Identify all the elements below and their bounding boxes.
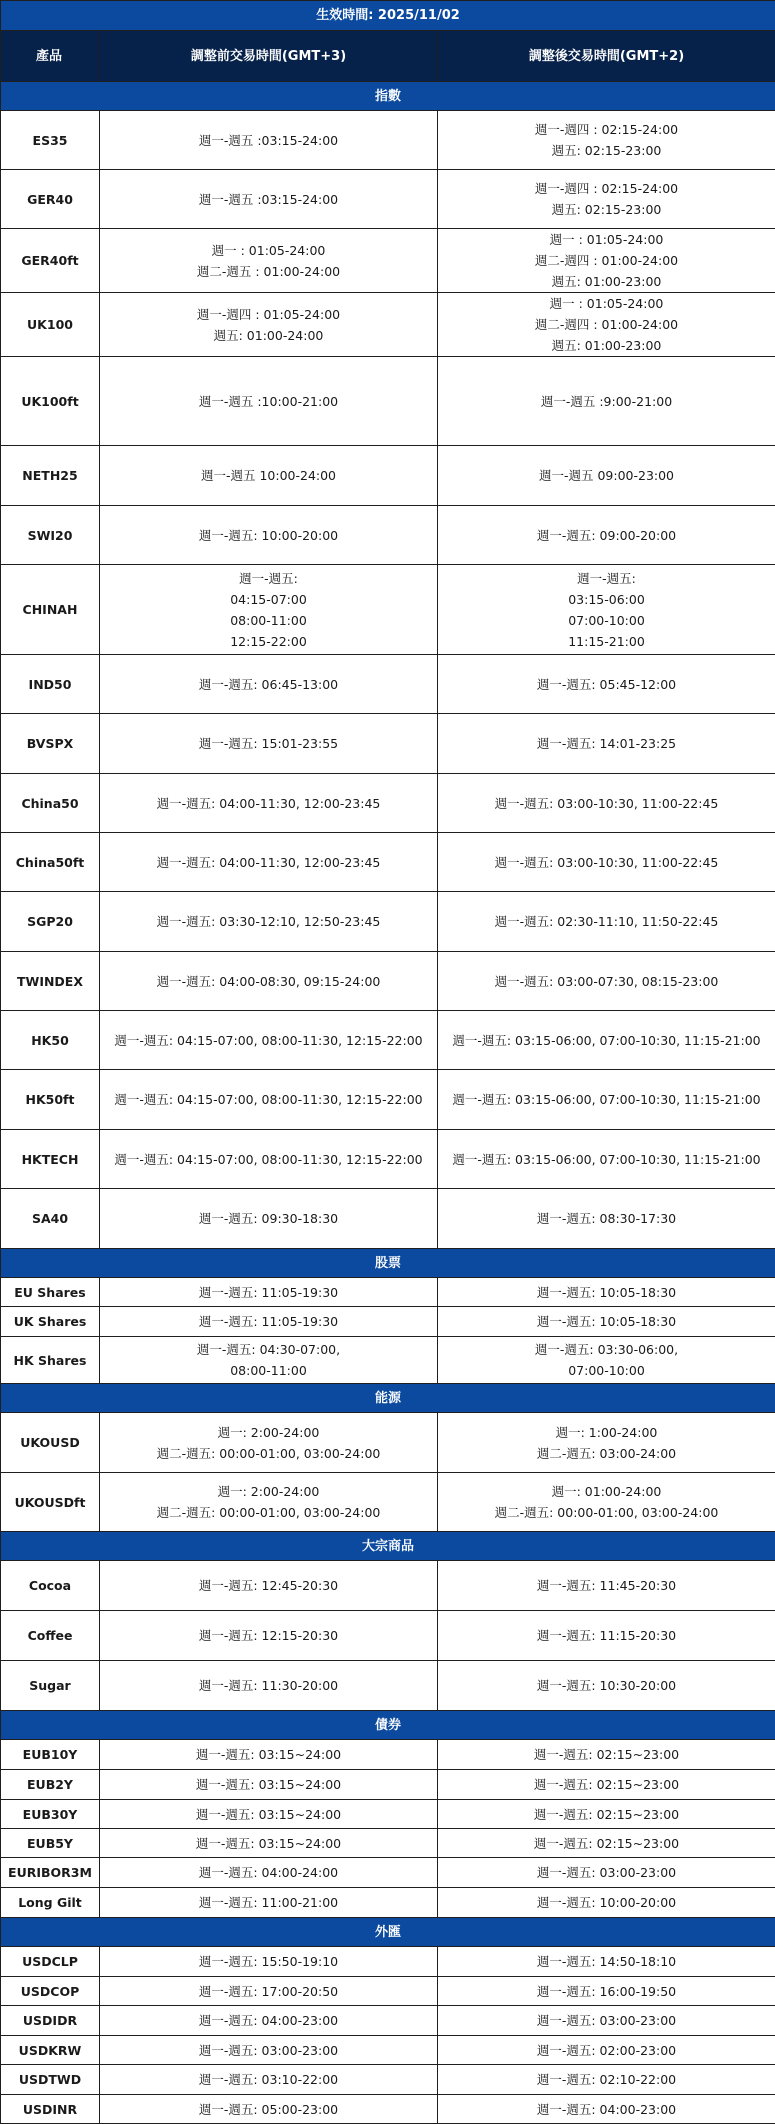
product-name: HK50ft xyxy=(1,1070,100,1130)
hours-after-cell xyxy=(438,1473,775,1532)
table-row xyxy=(1,1947,775,1977)
product-name: ES35 xyxy=(1,111,100,170)
hours-line: 週一-週五 10:00-24:00 xyxy=(102,465,435,486)
hours-line: 08:00-11:00 xyxy=(102,610,435,631)
product-name: BVSPX xyxy=(1,714,100,774)
product-name: UK100ft xyxy=(1,357,100,446)
table-row xyxy=(1,1307,775,1337)
product-name: China50ft xyxy=(1,833,100,892)
product-name: China50 xyxy=(1,774,100,833)
hours-before-cell xyxy=(100,714,438,774)
column-header-row xyxy=(1,31,775,82)
table-row xyxy=(1,111,775,170)
table-row xyxy=(1,1740,775,1770)
hours-before-cell xyxy=(100,1011,438,1070)
product-name: USDCOP xyxy=(1,1977,100,2006)
table-row xyxy=(1,1561,775,1611)
hours-before-cell xyxy=(100,1189,438,1249)
hours-line: 週一 : 01:05-24:00 xyxy=(102,240,435,261)
hours-line: 04:15-07:00 xyxy=(102,589,435,610)
hours-line: 週一-週五: 04:00-11:30, 12:00-23:45 xyxy=(102,852,435,873)
product-name: CHINAH xyxy=(1,565,100,655)
product-name: USDCLP xyxy=(1,1947,100,1977)
hours-before-cell xyxy=(100,1561,438,1611)
hours-line: 週一-週五 :9:00-21:00 xyxy=(440,391,773,412)
hours-line: 週一-週五: 10:00-20:00 xyxy=(102,525,435,546)
hours-line: 週一-週五: 03:15~24:00 xyxy=(102,1833,435,1854)
product-name: HK50 xyxy=(1,1011,100,1070)
hours-line: 週一-週五: 14:01-23:25 xyxy=(440,733,773,754)
hours-after-cell xyxy=(438,774,775,833)
hours-line: 週一-週五: 03:00-23:00 xyxy=(102,2040,435,2061)
product-name: EU Shares xyxy=(1,1278,100,1307)
hours-line: 週一-週五: 03:15-06:00, 07:00-10:30, 11:15-21:00 xyxy=(440,1030,773,1051)
hours-line: 週一-週五 09:00-23:00 xyxy=(440,465,773,486)
hours-line: 週一-週五: 02:15~23:00 xyxy=(440,1804,773,1825)
hours-before-cell xyxy=(100,1278,438,1307)
hours-line: 週一-週五: 03:15~24:00 xyxy=(102,1774,435,1795)
hours-line: 週一-週五: 04:00-08:30, 09:15-24:00 xyxy=(102,971,435,992)
hours-line: 週一-週五: 15:50-19:10 xyxy=(102,1951,435,1972)
hours-before-cell xyxy=(100,565,438,655)
product-name: HK Shares xyxy=(1,1337,100,1384)
hours-line: 週一-週五: 02:15~23:00 xyxy=(440,1744,773,1765)
hours-after-cell xyxy=(438,1413,775,1473)
table-row xyxy=(1,229,775,293)
product-name: SA40 xyxy=(1,1189,100,1249)
hours-after-cell xyxy=(438,2065,775,2095)
hours-line: 週二-週五: 00:00-01:00, 03:00-24:00 xyxy=(102,1443,435,1464)
hours-line: 週一-週五: 10:05-18:30 xyxy=(440,1311,773,1332)
effective-date-label: 生效時間: 2025/11/02 xyxy=(1,1,775,31)
hours-line: 週一-週五: 12:45-20:30 xyxy=(102,1575,435,1596)
hours-line: 週一-週五: 03:15-06:00, 07:00-10:30, 11:15-21:00 xyxy=(440,1149,773,1170)
hours-line: 週五: 01:00-23:00 xyxy=(440,271,773,292)
hours-line: 週一-週五: 03:00-23:00 xyxy=(440,2010,773,2031)
hours-line: 07:00-10:00 xyxy=(440,1360,773,1381)
hours-before-cell xyxy=(100,1947,438,1977)
hours-after-cell xyxy=(438,1770,775,1800)
hours-line: 週五: 01:00-24:00 xyxy=(102,325,435,346)
hours-before-cell xyxy=(100,2036,438,2065)
table-row xyxy=(1,774,775,833)
hours-before-cell xyxy=(100,1611,438,1661)
table-row xyxy=(1,1070,775,1130)
hours-before-cell xyxy=(100,293,438,357)
table-row xyxy=(1,2036,775,2065)
hours-line: 週一-週四 : 02:15-24:00 xyxy=(440,119,773,140)
table-row xyxy=(1,2095,775,2124)
hours-line: 週一 : 01:05-24:00 xyxy=(440,229,773,250)
hours-line: 週一-週五: 11:05-19:30 xyxy=(102,1282,435,1303)
hours-line: 週一-週五: 04:00-24:00 xyxy=(102,1862,435,1883)
hours-line: 週一-週五: 12:15-20:30 xyxy=(102,1625,435,1646)
section-title: 能源 xyxy=(1,1384,775,1413)
hours-line: 03:15-06:00 xyxy=(440,589,773,610)
hours-line: 週一-週五: 11:15-20:30 xyxy=(440,1625,773,1646)
hours-line: 週一-週五: 04:00-23:00 xyxy=(102,2010,435,2031)
table-row xyxy=(1,655,775,714)
table-row xyxy=(1,293,775,357)
hours-before-cell xyxy=(100,1977,438,2006)
product-name: UK100 xyxy=(1,293,100,357)
section-header-row xyxy=(1,82,775,111)
hours-line: 週一-週五: 10:00-20:00 xyxy=(440,1892,773,1913)
hours-after-cell xyxy=(438,1611,775,1661)
hours-before-cell xyxy=(100,1888,438,1918)
hours-line: 週五: 02:15-23:00 xyxy=(440,199,773,220)
hours-after-cell xyxy=(438,1888,775,1918)
product-name: TWINDEX xyxy=(1,952,100,1011)
section-header-row xyxy=(1,1384,775,1413)
table-row xyxy=(1,1770,775,1800)
hours-before-cell xyxy=(100,1337,438,1384)
hours-line: 週一-週五: 11:05-19:30 xyxy=(102,1311,435,1332)
hours-after-cell xyxy=(438,170,775,229)
table-row xyxy=(1,506,775,565)
hours-line: 週一-週五: 02:10-22:00 xyxy=(440,2069,773,2090)
section-title: 債券 xyxy=(1,1711,775,1740)
hours-line: 週一-週五: 03:30-12:10, 12:50-23:45 xyxy=(102,911,435,932)
product-name: Cocoa xyxy=(1,1561,100,1611)
hours-before-cell xyxy=(100,1800,438,1829)
product-name: HKTECH xyxy=(1,1130,100,1189)
product-name: EUB2Y xyxy=(1,1770,100,1800)
hours-after-cell xyxy=(438,833,775,892)
product-name: NETH25 xyxy=(1,446,100,506)
hours-after-cell xyxy=(438,2006,775,2036)
hours-line: 週一-週五: 03:10-22:00 xyxy=(102,2069,435,2090)
hours-line: 週一-週五: 04:15-07:00, 08:00-11:30, 12:15-22:00 xyxy=(102,1089,435,1110)
product-name: SGP20 xyxy=(1,892,100,952)
hours-line: 週二-週五: 03:00-24:00 xyxy=(440,1443,773,1464)
hours-line: 週二-週五 : 01:00-24:00 xyxy=(102,261,435,282)
table-row xyxy=(1,1337,775,1384)
hours-after-cell xyxy=(438,1829,775,1858)
hours-line: 週一-週五: 15:01-23:55 xyxy=(102,733,435,754)
hours-after-cell xyxy=(438,714,775,774)
hours-line: 週一: 2:00-24:00 xyxy=(102,1481,435,1502)
hours-after-cell xyxy=(438,655,775,714)
hours-line: 11:15-21:00 xyxy=(440,631,773,652)
table-row xyxy=(1,1413,775,1473)
section-title: 大宗商品 xyxy=(1,1532,775,1561)
hours-line: 週一-週五: 02:30-11:10, 11:50-22:45 xyxy=(440,911,773,932)
table-row xyxy=(1,1611,775,1661)
hours-line: 週五: 02:15-23:00 xyxy=(440,140,773,161)
hours-before-cell xyxy=(100,1858,438,1888)
hours-after-cell xyxy=(438,565,775,655)
hours-line: 週一-週五: 14:50-18:10 xyxy=(440,1951,773,1972)
product-name: USDINR xyxy=(1,2095,100,2124)
hours-line: 週一: 1:00-24:00 xyxy=(440,1422,773,1443)
product-name: UKOUSD xyxy=(1,1413,100,1473)
hours-before-cell xyxy=(100,774,438,833)
hours-after-cell xyxy=(438,229,775,293)
hours-before-cell xyxy=(100,357,438,446)
hours-after-cell xyxy=(438,1278,775,1307)
hours-after-cell xyxy=(438,1070,775,1130)
table-row xyxy=(1,1011,775,1070)
hours-line: 週一-週五: 02:15~23:00 xyxy=(440,1833,773,1854)
product-name: SWI20 xyxy=(1,506,100,565)
hours-after-cell xyxy=(438,1130,775,1189)
hours-line: 週一: 01:00-24:00 xyxy=(440,1481,773,1502)
hours-line: 週一-週五: 03:00-10:30, 11:00-22:45 xyxy=(440,793,773,814)
product-name: Long Gilt xyxy=(1,1888,100,1918)
table-row xyxy=(1,1278,775,1307)
hours-after-cell xyxy=(438,1011,775,1070)
column-header-after: 調整後交易時間(GMT+2) xyxy=(438,31,775,82)
hours-line: 週一-週五 :10:00-21:00 xyxy=(102,391,435,412)
hours-line: 週一-週四 : 02:15-24:00 xyxy=(440,178,773,199)
hours-after-cell xyxy=(438,111,775,170)
hours-after-cell xyxy=(438,1661,775,1711)
table-body xyxy=(1,82,775,2124)
column-header-product: 產品 xyxy=(1,31,100,82)
table-row xyxy=(1,1661,775,1711)
table-row xyxy=(1,833,775,892)
section-title: 外匯 xyxy=(1,1918,775,1947)
hours-line: 週一-週五: 03:15~24:00 xyxy=(102,1804,435,1825)
section-header-row xyxy=(1,1711,775,1740)
hours-line: 週一-週五: 05:45-12:00 xyxy=(440,674,773,695)
hours-after-cell xyxy=(438,1977,775,2006)
table-row xyxy=(1,1189,775,1249)
hours-line: 07:00-10:00 xyxy=(440,610,773,631)
table-row xyxy=(1,1888,775,1918)
section-header-row xyxy=(1,1249,775,1278)
hours-line: 週五: 01:00-23:00 xyxy=(440,335,773,356)
hours-line: 週一-週五 :03:15-24:00 xyxy=(102,189,435,210)
hours-after-cell xyxy=(438,1337,775,1384)
hours-line: 週一-週五: 10:30-20:00 xyxy=(440,1675,773,1696)
hours-before-cell xyxy=(100,1740,438,1770)
hours-line: 週一-週五: 09:30-18:30 xyxy=(102,1208,435,1229)
hours-before-cell xyxy=(100,170,438,229)
hours-line: 週一-週五: 02:00-23:00 xyxy=(440,2040,773,2061)
hours-line: 週二-週五: 00:00-01:00, 03:00-24:00 xyxy=(440,1502,773,1523)
hours-line: 週一-週五: 17:00-20:50 xyxy=(102,1981,435,2002)
hours-line: 週一-週五: 03:00-23:00 xyxy=(440,1862,773,1883)
hours-after-cell xyxy=(438,1800,775,1829)
hours-after-cell xyxy=(438,1307,775,1337)
hours-before-cell xyxy=(100,229,438,293)
section-header-row xyxy=(1,1918,775,1947)
product-name: EUB30Y xyxy=(1,1800,100,1829)
section-title: 指數 xyxy=(1,82,775,111)
table-row xyxy=(1,1130,775,1189)
hours-before-cell xyxy=(100,1661,438,1711)
product-name: GER40ft xyxy=(1,229,100,293)
table-row xyxy=(1,170,775,229)
table-row xyxy=(1,892,775,952)
product-name: Sugar xyxy=(1,1661,100,1711)
hours-before-cell xyxy=(100,2065,438,2095)
table-row xyxy=(1,714,775,774)
product-name: UKOUSDft xyxy=(1,1473,100,1532)
hours-line: 週一-週五: 09:00-20:00 xyxy=(440,525,773,546)
hours-line: 週一-週四 : 01:05-24:00 xyxy=(102,304,435,325)
table-row xyxy=(1,1800,775,1829)
effective-date-banner xyxy=(1,1,775,31)
hours-after-cell xyxy=(438,2036,775,2065)
hours-after-cell xyxy=(438,2095,775,2124)
product-name: EUB5Y xyxy=(1,1829,100,1858)
hours-line: 週一-週五: 11:00-21:00 xyxy=(102,1892,435,1913)
table-row xyxy=(1,2065,775,2095)
hours-before-cell xyxy=(100,1413,438,1473)
hours-line: 週一-週五: 04:30-07:00, xyxy=(102,1339,435,1360)
hours-after-cell xyxy=(438,1189,775,1249)
hours-after-cell xyxy=(438,293,775,357)
section-title: 股票 xyxy=(1,1249,775,1278)
hours-before-cell xyxy=(100,506,438,565)
hours-line: 週一-週五: 03:15-06:00, 07:00-10:30, 11:15-21:00 xyxy=(440,1089,773,1110)
hours-before-cell xyxy=(100,655,438,714)
hours-line: 週一-週五: 06:45-13:00 xyxy=(102,674,435,695)
hours-line: 週一-週五: 04:15-07:00, 08:00-11:30, 12:15-22:00 xyxy=(102,1030,435,1051)
hours-line: 週一-週五: 04:15-07:00, 08:00-11:30, 12:15-22:00 xyxy=(102,1149,435,1170)
hours-before-cell xyxy=(100,1130,438,1189)
hours-after-cell xyxy=(438,1858,775,1888)
hours-line: 12:15-22:00 xyxy=(102,631,435,652)
hours-before-cell xyxy=(100,446,438,506)
hours-line: 週二-週五: 00:00-01:00, 03:00-24:00 xyxy=(102,1502,435,1523)
table-row xyxy=(1,357,775,446)
section-header-row xyxy=(1,1532,775,1561)
hours-before-cell xyxy=(100,1307,438,1337)
column-header-before: 調整前交易時間(GMT+3) xyxy=(100,31,438,82)
hours-after-cell xyxy=(438,952,775,1011)
hours-line: 週一-週五: 03:00-07:30, 08:15-23:00 xyxy=(440,971,773,992)
product-name: USDIDR xyxy=(1,2006,100,2036)
hours-line: 週一-週五: 05:00-23:00 xyxy=(102,2099,435,2120)
product-name: USDTWD xyxy=(1,2065,100,2095)
hours-after-cell xyxy=(438,1740,775,1770)
hours-after-cell xyxy=(438,1947,775,1977)
hours-before-cell xyxy=(100,2095,438,2124)
hours-line: 週一-週五: xyxy=(440,568,773,589)
hours-line: 週一: 2:00-24:00 xyxy=(102,1422,435,1443)
table-row xyxy=(1,1829,775,1858)
product-name: USDKRW xyxy=(1,2036,100,2065)
hours-line: 週一-週五: 16:00-19:50 xyxy=(440,1981,773,2002)
hours-after-cell xyxy=(438,892,775,952)
hours-line: 週一-週五: 03:15~24:00 xyxy=(102,1744,435,1765)
product-name: EURIBOR3M xyxy=(1,1858,100,1888)
hours-line: 08:00-11:00 xyxy=(102,1360,435,1381)
table-row xyxy=(1,446,775,506)
hours-before-cell xyxy=(100,1473,438,1532)
hours-line: 週一-週五: 04:00-23:00 xyxy=(440,2099,773,2120)
hours-after-cell xyxy=(438,357,775,446)
product-name: UK Shares xyxy=(1,1307,100,1337)
table-row xyxy=(1,565,775,655)
hours-before-cell xyxy=(100,1829,438,1858)
hours-line: 週一-週五: 11:30-20:00 xyxy=(102,1675,435,1696)
hours-line: 週一-週五: xyxy=(102,568,435,589)
hours-before-cell xyxy=(100,952,438,1011)
hours-line: 週一-週五: 03:30-06:00, xyxy=(440,1339,773,1360)
hours-after-cell xyxy=(438,446,775,506)
hours-after-cell xyxy=(438,506,775,565)
hours-before-cell xyxy=(100,892,438,952)
table-row xyxy=(1,2006,775,2036)
hours-before-cell xyxy=(100,1070,438,1130)
table-row xyxy=(1,1858,775,1888)
hours-before-cell xyxy=(100,833,438,892)
hours-line: 週一-週五: 02:15~23:00 xyxy=(440,1774,773,1795)
hours-before-cell xyxy=(100,2006,438,2036)
product-name: IND50 xyxy=(1,655,100,714)
hours-after-cell xyxy=(438,1561,775,1611)
hours-line: 週一 : 01:05-24:00 xyxy=(440,293,773,314)
product-name: Coffee xyxy=(1,1611,100,1661)
hours-line: 週一-週五: 04:00-11:30, 12:00-23:45 xyxy=(102,793,435,814)
hours-line: 週一-週五: 11:45-20:30 xyxy=(440,1575,773,1596)
hours-line: 週一-週五: 03:00-10:30, 11:00-22:45 xyxy=(440,852,773,873)
table-row xyxy=(1,952,775,1011)
hours-line: 週二-週四 : 01:00-24:00 xyxy=(440,250,773,271)
hours-before-cell xyxy=(100,111,438,170)
product-name: GER40 xyxy=(1,170,100,229)
product-name: EUB10Y xyxy=(1,1740,100,1770)
table-row xyxy=(1,1977,775,2006)
hours-line: 週一-週五: 10:05-18:30 xyxy=(440,1282,773,1303)
table-row xyxy=(1,1473,775,1532)
hours-before-cell xyxy=(100,1770,438,1800)
hours-line: 週一-週五 :03:15-24:00 xyxy=(102,130,435,151)
hours-line: 週二-週四 : 01:00-24:00 xyxy=(440,314,773,335)
hours-line: 週一-週五: 08:30-17:30 xyxy=(440,1208,773,1229)
